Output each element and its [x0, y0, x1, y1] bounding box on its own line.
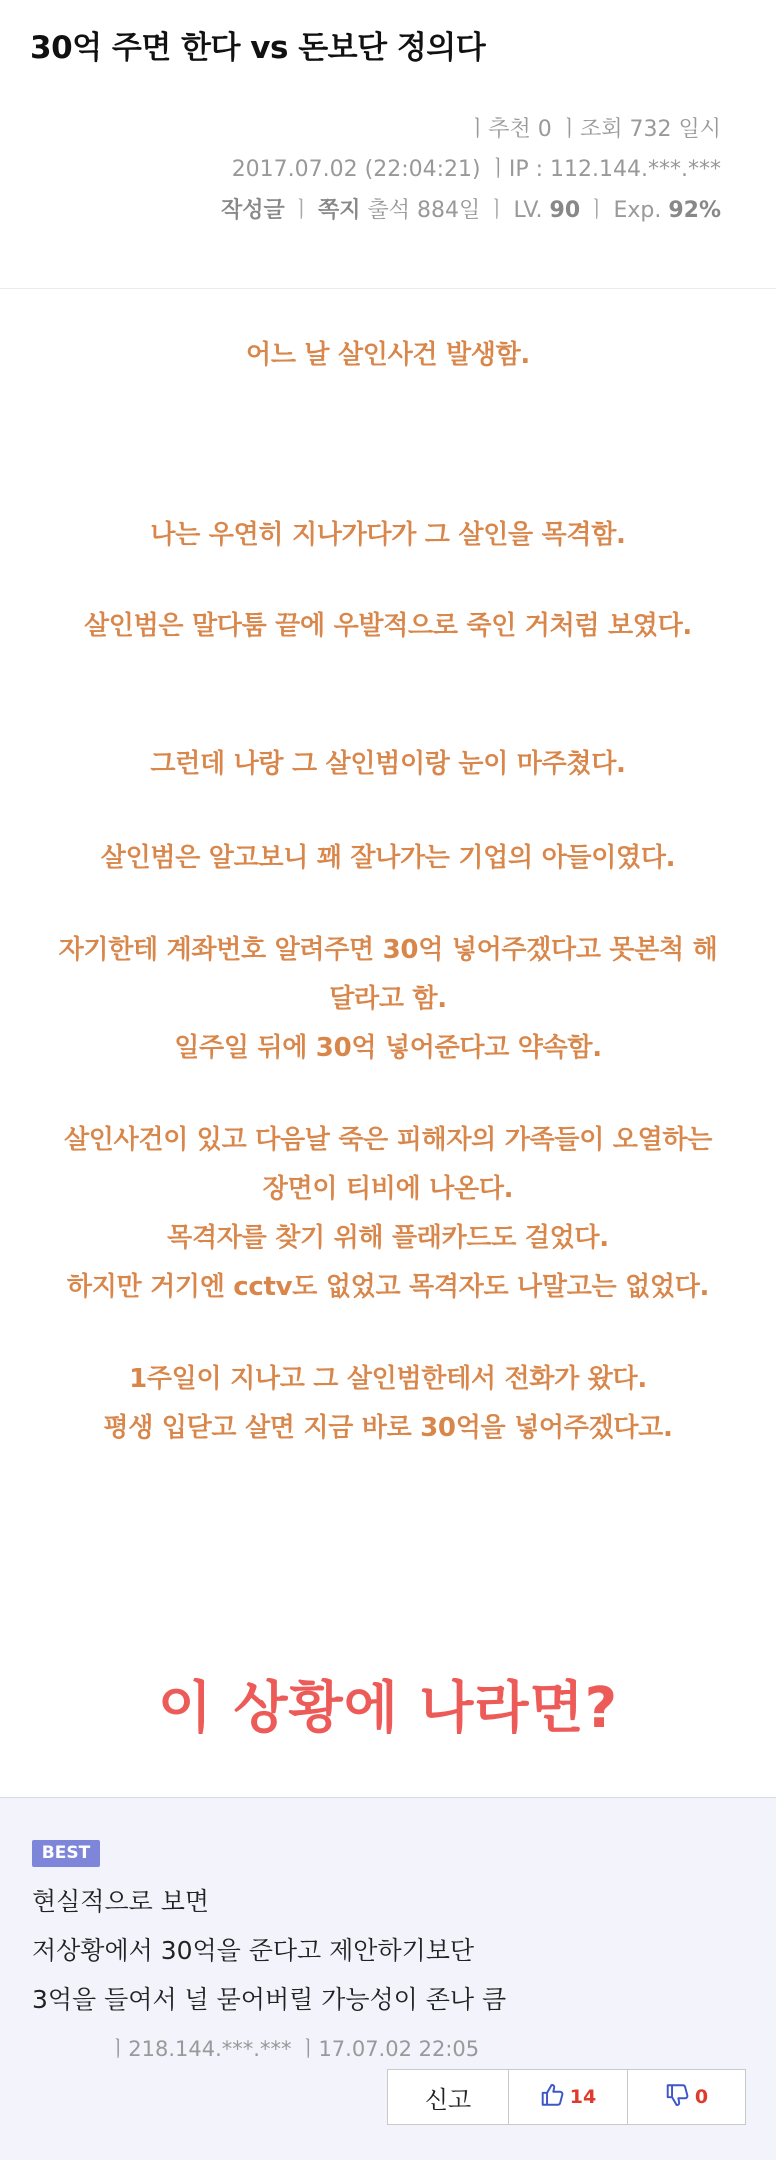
attendance-days: 출석 884일 [367, 198, 481, 223]
upvote-count: 14 [569, 2086, 597, 2108]
comment-text-line: 3억을 들여서 널 묻어버릴 가능성이 존나 큼 [32, 1985, 507, 2014]
view-count: ㅣ조회 732 [558, 117, 672, 142]
comment-text-line: 현실적으로 보면 [32, 1887, 209, 1916]
exp-label: Exp. [613, 198, 662, 223]
post-header [0, 0, 776, 288]
article-paragraph: 자기한테 계좌번호 알려주면 30억 넣어주겠다고 못본척 해 [58, 935, 718, 965]
article-paragraph: 하지만 거기엔 cctv도 없었고 목격자도 나말고는 없었다. [66, 1272, 710, 1302]
article-paragraph: 1주일이 지나고 그 살인범한테서 전화가 왔다. [129, 1364, 647, 1394]
post-title: 30억 주면 한다 vs 돈보단 정의다 [30, 30, 486, 66]
article-paragraph: 살인범은 알고보니 꽤 잘나가는 기업의 아들이였다. [100, 843, 676, 873]
level-label: LV. [513, 198, 543, 223]
downvote-button[interactable] [628, 2070, 745, 2124]
article-paragraph: 목격자를 찾기 위해 플래카드도 걸었다. [167, 1223, 609, 1253]
author-info: 작성글 ㅣ 쪽지 출석 884일 ㅣ LV. 90 ㅣ Exp. 92% [220, 198, 721, 223]
article-paragraph: 살인사건이 있고 다음날 죽은 피해자의 가족들이 오열하는 [63, 1125, 713, 1155]
best-comment [0, 1797, 776, 2160]
article-paragraph: 달라고 함. [329, 984, 447, 1014]
recommend-count: ㅣ추천 0 [466, 117, 552, 142]
article-paragraph: 어느 날 살인사건 발생함. [246, 340, 530, 370]
report-label: 신고 [424, 2085, 472, 2114]
comment-meta: ㅣ218.144.***.*** ㅣ17.07.02 22:05 [108, 2037, 480, 2061]
highlight-question: 이 상황에 나라면? [157, 1676, 619, 1741]
thumbs-down-icon [665, 2082, 691, 2112]
date-label: 일시 [678, 117, 721, 142]
article-paragraph: 장면이 티비에 나온다. [262, 1174, 514, 1204]
post-datetime-ip [232, 152, 721, 183]
article-paragraph: 일주일 뒤에 30억 넣어준다고 약속함. [174, 1033, 602, 1063]
article-paragraph: 평생 입닫고 살면 지금 바로 30억을 넣어주겠다고. [103, 1413, 673, 1443]
level-value: 90 [549, 198, 581, 223]
article-paragraph: 나는 우연히 지나가다가 그 살인을 목격함. [150, 520, 626, 550]
send-message-link[interactable]: 쪽지 [317, 198, 361, 223]
best-badge: BEST [32, 1840, 100, 1867]
thumbs-up-icon [540, 2082, 566, 2112]
author-posts-link[interactable]: 작성글 [220, 198, 285, 223]
upvote-button[interactable] [509, 2070, 628, 2124]
article-body [0, 289, 776, 1797]
post-stats [467, 112, 721, 143]
comment-actions [387, 2069, 746, 2125]
report-button[interactable] [388, 2070, 509, 2124]
downvote-count: 0 [694, 2086, 709, 2108]
article-paragraph: 살인범은 말다툼 끝에 우발적으로 죽인 거처럼 보였다. [83, 611, 693, 641]
exp-value: 92% [668, 198, 721, 223]
post-datetime: 2017.07.02 (22:04:21) [231, 157, 481, 182]
article-paragraph: 그런데 나랑 그 살인범이랑 눈이 마주쳤다. [150, 749, 626, 779]
post-ip: ㅣIP : 112.144.***.*** [487, 157, 721, 182]
comment-text-line: 저상황에서 30억을 준다고 제안하기보단 [32, 1936, 475, 1965]
